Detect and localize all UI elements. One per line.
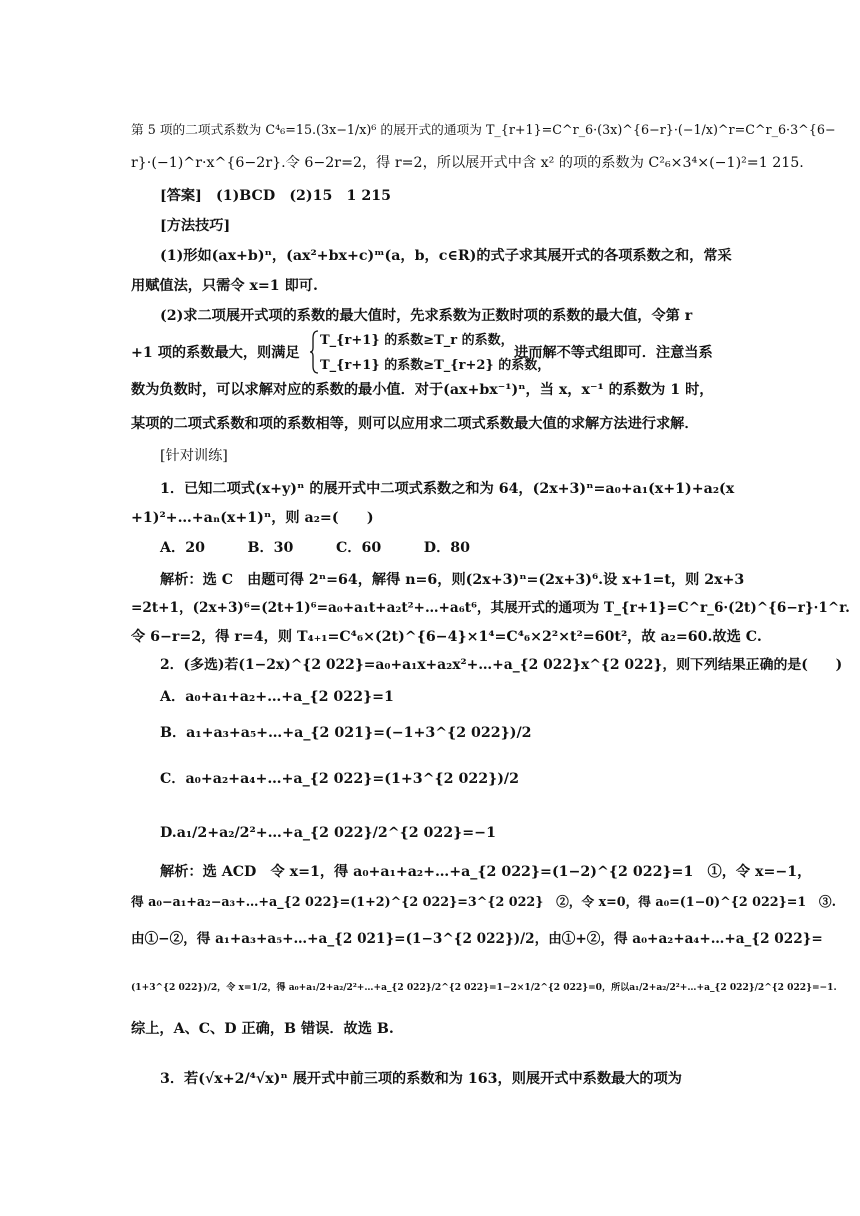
method-2-line-2: +1 项的系数最大，则满足	[131, 345, 300, 361]
q2-option-b: B．a₁+a₃+a₅+…+a_{2 021}=(−1+3^{2 022})/2	[160, 725, 532, 741]
q1-solution-line-3: 令 6−r=2，得 r=4，则 T₄₊₁=C⁴₆×(2t)^{6−4}×1⁴=C⁴₆×2²×t²=60t²，故 a₂=60.故选 C.	[131, 629, 762, 645]
condition-2: T_{r+1} 的系数≥T_{r+2} 的系数，	[320, 358, 551, 373]
text-line-1: 第 5 项的二项式系数为 C⁴₆=15.(3x−1/x)⁶ 的展开式的通项为 T_{r+1}=C^r_6·(3x)^{6−r}·(−1/x)^r=C^r_6·3^{6−	[131, 122, 836, 137]
method-1-line-1: (1)形如(ax+b)ⁿ，(ax²+bx+c)ᵐ(a，b，c∈R)的式子求其展开式的各项系数之和，常采	[160, 248, 732, 264]
text-line-2: r}·(−1)^r·x^{6−2r}.令 6−2r=2，得 r=2，所以展开式中含 x² 的项的系数为 C²₆×3⁴×(−1)²=1 215.	[131, 155, 804, 171]
answer-line: [答案] (1)BCD (2)15 1 215	[160, 188, 391, 204]
q2-solution-line-5: 综上，A、C、D 正确，B 错误．故选 B.	[131, 1021, 394, 1037]
method-2-line-2-tail: 进而解不等式组即可．注意当系	[514, 345, 713, 361]
q1-options: A．20 B．30 C．60 D．80	[160, 540, 471, 556]
q1-line-2: +1)²+…+aₙ(x+1)ⁿ，则 a₂=( )	[131, 510, 374, 526]
q2-solution-line-4: (1+3^{2 022})/2，令 x=1/2，得 a₀+a₁/2+a₂/2²+…+a_{2 022}/2^{2 022}=1−2×1/2^{2 022}=0，所以a₁/2+a₂/2²+…+a_{2 022}/2^{2 022}=−1.	[131, 982, 837, 993]
method-1-line-2: 用赋值法，只需令 x=1 即可.	[131, 278, 318, 294]
method-2-line-4: 某项的二项式系数和项的系数相等，则可以应用求二项式系数最大值的求解方法进行求解．	[131, 416, 699, 432]
q2-solution-line-3: 由①−②，得 a₁+a₃+a₅+…+a_{2 021}=(1−3^{2 022})/2，由①+②，得 a₀+a₂+a₄+…+a_{2 022}=	[131, 931, 823, 947]
q2-option-d: D.a₁/2+a₂/2²+…+a_{2 022}/2^{2 022}=−1	[160, 825, 496, 841]
left-brace	[309, 330, 319, 374]
q1-solution-line-1: 解析：选 C 由题可得 2ⁿ=64，解得 n=6，则(2x+3)ⁿ=(2x+3)⁶.设 x+1=t，则 2x+3	[160, 572, 745, 588]
q2-line-1: 2．(多选)若(1−2x)^{2 022}=a₀+a₁x+a₂x²+…+a_{2 022}x^{2 022}，则下列结果正确的是( )	[160, 657, 843, 673]
q3-line-1: 3．若(√x+2/⁴√x)ⁿ 展开式中前三项的系数和为 163，则展开式中系数最大的项为	[160, 1071, 682, 1087]
method-2-line-3: 数为负数时，可以求解对应的系数的最小值．对于(ax+bx⁻¹)ⁿ，当 x，x⁻¹ 的系数为 1 时，	[131, 382, 714, 398]
method-2-line-1: (2)求二项展开式项的系数的最大值时，先求系数为正数时项的系数的最大值，令第 r	[160, 308, 693, 324]
q1-line-1: 1．已知二项式(x+y)ⁿ 的展开式中二项式系数之和为 64，(2x+3)ⁿ=a₀+a₁(x+1)+a₂(x	[160, 481, 735, 497]
q1-solution-line-2: =2t+1，(2x+3)⁶=(2t+1)⁶=a₀+a₁t+a₂t²+…+a₆t⁶，其展开式的通项为 T_{r+1}=C^r_6·(2t)^{6−r}·1^r.	[131, 600, 850, 616]
condition-1: T_{r+1} 的系数≥T_r 的系数，	[320, 333, 514, 348]
q2-option-a: A．a₀+a₁+a₂+…+a_{2 022}=1	[160, 689, 394, 705]
method-heading: [方法技巧]	[160, 218, 231, 234]
q2-solution-line-1: 解析：选 ACD 令 x=1，得 a₀+a₁+a₂+…+a_{2 022}=(1−2)^{2 022}=1 ①，令 x=−1，	[160, 864, 812, 880]
q2-option-c: C．a₀+a₂+a₄+…+a_{2 022}=(1+3^{2 022})/2	[160, 771, 519, 787]
q2-solution-line-2: 得 a₀−a₁+a₂−a₃+…+a_{2 022}=(1+2)^{2 022}=3^{2 022} ②，令 x=0，得 a₀=(1−0)^{2 022}=1 ③.	[131, 894, 837, 909]
practice-heading: [针对训练]	[160, 448, 228, 464]
